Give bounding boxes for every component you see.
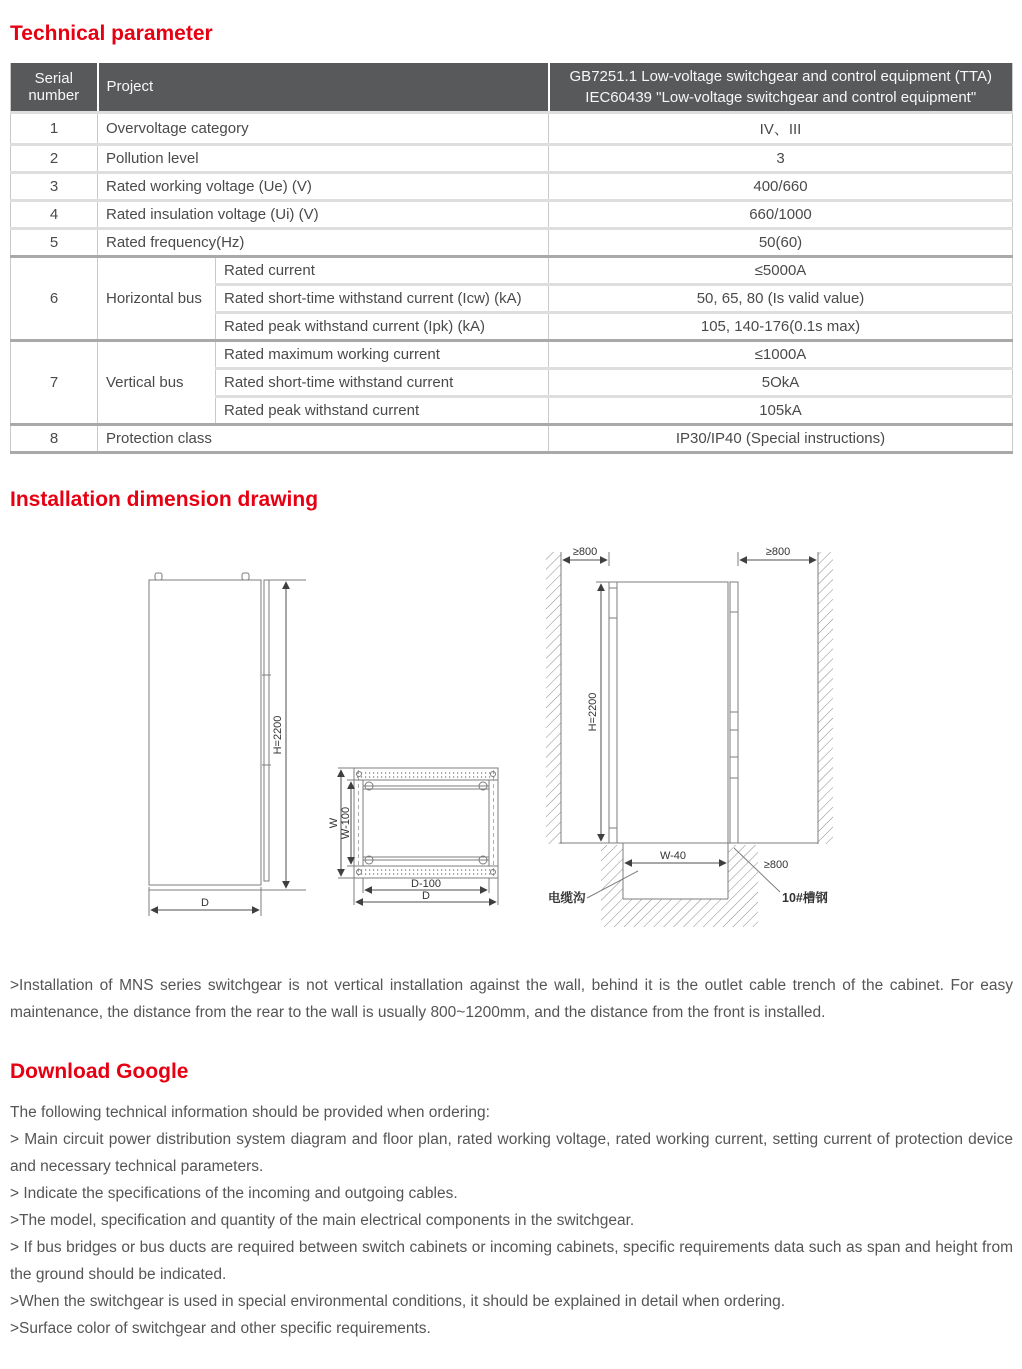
section-title-download: Download Google <box>10 1059 189 1083</box>
dimension-label-depth: D <box>201 896 209 909</box>
download-line: The following technical information should be provided when ordering: <box>10 1103 490 1121</box>
dimension-label-clearance-right: ≥800 <box>765 545 791 558</box>
download-line: >When the switchgear is used in special environmental conditions, it should be explained in detail when ordering. <box>10 1292 786 1310</box>
channel-steel-label: 10#槽钢 <box>782 890 828 905</box>
cell-serial: 1 <box>11 112 98 144</box>
installation-note: >Installation of MNS series switchgear is not vertical installation against the wall, behind it is the outlet cable trench of the cabinet. For easy maintenance, the distance from the rear to the wall is usually 800~1200mm, and the distance from the front is installed. <box>10 976 1013 1021</box>
download-section <box>10 1099 1013 1342</box>
table-row <box>11 172 1013 200</box>
download-line: >The model, specification and quantity of the main electrical components in the switchgear. <box>10 1211 635 1229</box>
left-wall-hatch <box>546 552 561 844</box>
cell-value: 50, 65, 80 (Is valid value) <box>549 284 1013 312</box>
cell-value: 3 <box>549 144 1013 172</box>
table-row-group-horizontal-bus <box>11 256 1013 284</box>
cell-value: IP30/IP40 (Special instructions) <box>549 424 1013 452</box>
table-row <box>11 200 1013 228</box>
side-view-drawing <box>149 573 306 916</box>
cell-group-label: Vertical bus <box>98 340 216 424</box>
cabinet-rear-strip <box>264 580 269 881</box>
cell-value: 660/1000 <box>549 200 1013 228</box>
dimension-label-width-inner: W-100 <box>340 806 352 839</box>
column-header-serial-number: Serial number <box>11 63 98 112</box>
column-header-standard <box>549 63 1013 112</box>
table-row-group-vertical-bus <box>11 340 1013 368</box>
download-line: > If bus bridges or bus ducts are required between switch cabinets or incoming cabinets, specific requirements data such as span and height from the ground should be indicated. <box>10 1238 1013 1283</box>
cell-value: ≤1000A <box>549 340 1013 368</box>
table-row <box>11 112 1013 144</box>
cell-value: 5OkA <box>549 368 1013 396</box>
table-row <box>11 144 1013 172</box>
dimension-label-width: W <box>328 817 340 828</box>
cell-serial: 4 <box>11 200 98 228</box>
cell-item: Rated short-time withstand current <box>216 368 549 396</box>
dimension-label-depth-inner: D-100 <box>411 877 441 890</box>
standard-line-1: GB7251.1 Low-voltage switchgear and control equipment (TTA) <box>569 67 992 85</box>
installation-view-drawing <box>546 546 833 927</box>
cell-group-label: Horizontal bus <box>98 256 216 340</box>
dimension-label-trench-width: W-40 <box>659 849 687 862</box>
dimension-label-clearance-back: ≥800 <box>763 858 789 871</box>
table-row <box>11 228 1013 256</box>
cabinet-side-panel <box>149 580 261 885</box>
top-view-drawing <box>328 768 498 905</box>
cell-project: Rated working voltage (Ue) (V) <box>98 172 549 200</box>
cell-item: Rated short-time withstand current (Icw) (kA) <box>216 284 549 312</box>
cell-value: 400/660 <box>549 172 1013 200</box>
section-title-installation-dimension: Installation dimension drawing <box>10 487 319 511</box>
cell-project: Rated frequency(Hz) <box>98 228 549 256</box>
technical-parameter-table <box>10 63 1013 454</box>
standard-line-2: IEC60439 "Low-voltage switchgear and control equipment" <box>585 88 977 106</box>
cell-value: 50(60) <box>549 228 1013 256</box>
dimension-label-height: H=2200 <box>272 715 284 754</box>
cell-item: Rated current <box>216 256 549 284</box>
cell-project: Pollution level <box>98 144 549 172</box>
lifting-lug-icon <box>155 573 162 580</box>
cell-value: ≤5000A <box>549 256 1013 284</box>
cell-value: 105, 140-176(0.1s max) <box>549 312 1013 340</box>
cell-item: Rated peak withstand current <box>216 396 549 424</box>
cell-project: Overvoltage category <box>98 112 549 144</box>
cell-project: Protection class <box>98 424 549 452</box>
cell-value: 105kA <box>549 396 1013 424</box>
download-line: > Main circuit power distribution system diagram and floor plan, rated working voltage, rated working current, setting current of protection device and necessary technical parameters. <box>10 1130 1013 1175</box>
lifting-lug-icon <box>242 573 249 580</box>
cell-serial: 8 <box>11 424 98 452</box>
section-title-technical-parameter: Technical parameter <box>10 22 213 45</box>
cell-serial: 3 <box>11 172 98 200</box>
cabinet-outline <box>609 582 728 843</box>
cell-serial: 5 <box>11 228 98 256</box>
cable-trench-label: 电缆沟 <box>548 890 586 905</box>
dimension-label-clearance-left: ≥800 <box>572 545 598 558</box>
cell-serial: 2 <box>11 144 98 172</box>
column-header-project: Project <box>98 63 549 112</box>
download-line: > Indicate the specifications of the incoming and outgoing cables. <box>10 1184 458 1202</box>
right-wall-hatch <box>818 552 833 844</box>
download-line: >Surface color of switchgear and other specific requirements. <box>10 1319 431 1337</box>
dimension-label-height: H=2200 <box>587 692 599 731</box>
cell-serial: 6 <box>11 256 98 340</box>
cell-serial: 7 <box>11 340 98 424</box>
cell-item: Rated peak withstand current (Ipk) (kA) <box>216 312 549 340</box>
cell-item: Rated maximum working current <box>216 340 549 368</box>
table-header-row <box>11 63 1013 112</box>
cabinet-top-view-outline <box>354 768 498 878</box>
installation-dimension-drawing <box>10 530 1013 930</box>
cell-project: Rated insulation voltage (Ui) (V) <box>98 200 549 228</box>
page <box>0 22 1022 1342</box>
dimension-label-depth: D <box>422 889 430 902</box>
table-row <box>11 424 1013 452</box>
cell-value: IV、III <box>549 112 1013 144</box>
